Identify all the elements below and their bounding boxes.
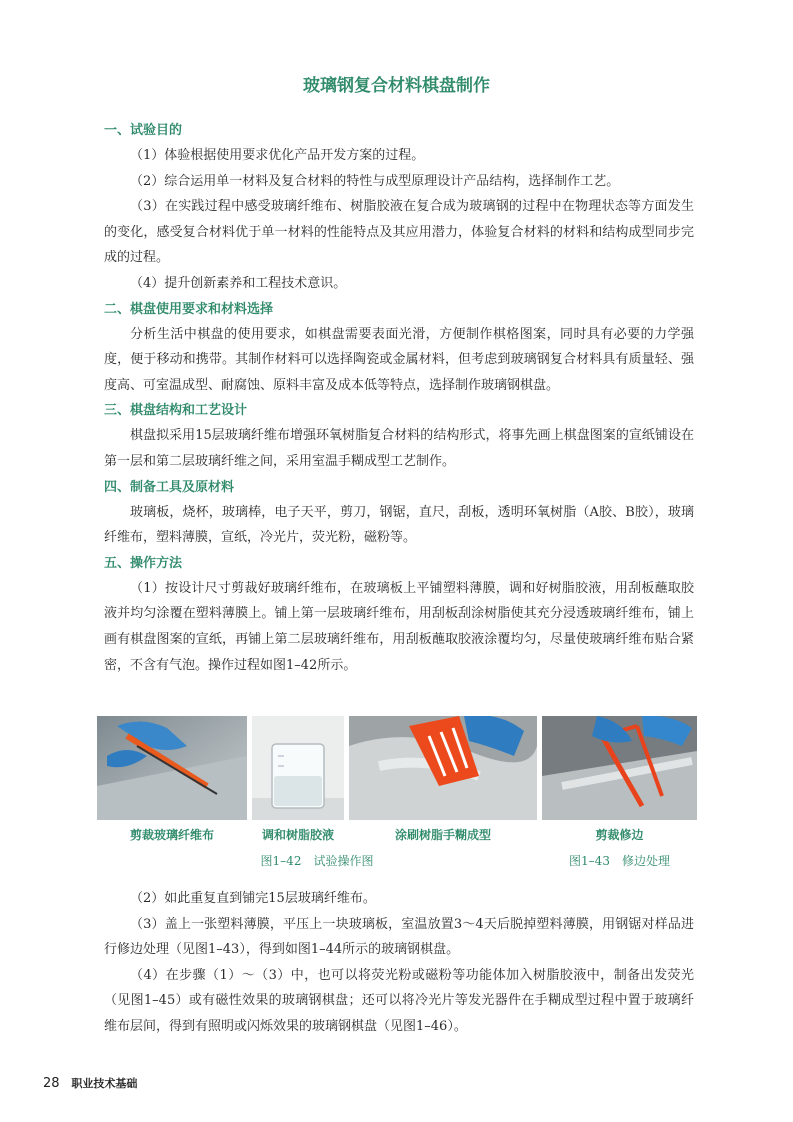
- photo-mixing-resin: [252, 716, 344, 820]
- paragraph: 分析生活中棋盘的使用要求，如棋盘需要表面光滑，方便制作棋格图案，同时具有必要的力学强度，便于移动和携带。其制作材料可以选择陶瓷或金属材料，但考虑到玻璃钢复合材料具有质量轻、强度高、可室温成型、耐腐蚀、原料丰富及成本低等特点，选择制作玻璃钢棋盘。: [104, 326, 694, 393]
- figure-title: 图1–42 试验操作图: [260, 854, 374, 868]
- paragraph: （3）盖上一张塑料薄膜，平压上一块玻璃板，室温放置3～4天后脱掉塑料薄膜，用钢锯对样品进行修边处理（见图1–43），得到如图1–44所示的玻璃钢棋盘。: [104, 916, 694, 958]
- paragraph: （1）按设计尺寸剪裁好玻璃纤维布，在玻璃板上平铺塑料薄膜，调和好树脂胶液，用刮板蘸取胶液并均匀涂覆在塑料薄膜上。铺上第一层玻璃纤维布，用刮板刮涂树脂使其充分浸透玻璃纤维布，铺上画有棋盘图案的宣纸，再铺上第二层玻璃纤维布，用刮板蘸取胶液涂覆均匀，尽量使玻璃纤维布贴合紧密，不含有气泡。操作过程如图1–42所示。: [104, 580, 694, 673]
- section-heading: 四、制备工具及原材料: [104, 479, 235, 495]
- paragraph: （1）体验根据使用要求优化产品开发方案的过程。: [130, 148, 425, 163]
- page-footer: [43, 1075, 137, 1091]
- figure-caption: 调和树脂胶液: [261, 828, 334, 842]
- section-heading: 五、操作方法: [104, 555, 183, 571]
- figure-caption: 剪裁玻璃纤维布: [129, 828, 214, 842]
- page-title: 玻璃钢复合材料棋盘制作: [303, 76, 490, 96]
- figure-block: [97, 716, 697, 876]
- book-title: 职业技术基础: [71, 1077, 138, 1090]
- paragraph: 棋盘拟采用15层玻璃纤维布增强环氧树脂复合材料的结构形式，将事先画上棋盘图案的宣纸铺设在第一层和第二层玻璃纤维之间，采用室温手糊成型工艺制作。: [104, 428, 694, 469]
- photo-trimming-edge: [542, 716, 697, 820]
- figure-caption: 剪裁修边: [595, 828, 644, 842]
- photo-cutting-fiberglass: [97, 716, 247, 820]
- section-heading: 一、试验目的: [104, 123, 183, 138]
- paragraph: （2）如此重复直到铺完15层玻璃纤维布。: [130, 891, 376, 906]
- paragraph: （4）在步骤（1）～（3）中，也可以将荧光粉或磁粉等功能体加入树脂胶液中，制备出发荧光（见图1–45）或有磁性效果的玻璃钢棋盘；还可以将冷光片等发光器件在手糊成型过程中置于玻璃纤维布层间，得到有照明或闪烁效果的玻璃钢棋盘（见图1–46）。: [104, 967, 694, 1034]
- page-number: 28: [43, 1076, 60, 1091]
- paragraph: 玻璃板，烧杯，玻璃棒，电子天平，剪刀，钢锯，直尺，刮板，透明环氧树脂（A胶、B胶），玻璃纤维布，塑料薄膜，宣纸，冷光片，荧光粉，磁粉等。: [104, 504, 694, 546]
- paragraph: （3）在实践过程中感受玻璃纤维布、树脂胶液在复合成为玻璃钢的过程中在物理状态等方面发生的变化，感受复合材料优于单一材料的性能特点及其应用潜力，体验复合材料的材料和结构成型同步完成的过程。: [104, 199, 694, 266]
- paragraph: （2）综合运用单一材料及复合材料的特性与成型原理设计产品结构，选择制作工艺。: [130, 173, 620, 189]
- paragraph: （4）提升创新素养和工程技术意识。: [130, 275, 347, 291]
- figure-caption: 涂刷树脂手糊成型: [394, 828, 491, 842]
- section-heading: 三、棋盘结构和工艺设计: [104, 403, 248, 419]
- figure-title: 图1–43 修边处理: [569, 854, 670, 868]
- main-content-continued: [104, 886, 694, 1040]
- main-content: [104, 118, 694, 678]
- section-heading: 二、棋盘使用要求和材料选择: [104, 301, 274, 317]
- photo-brushing-resin: [349, 716, 537, 820]
